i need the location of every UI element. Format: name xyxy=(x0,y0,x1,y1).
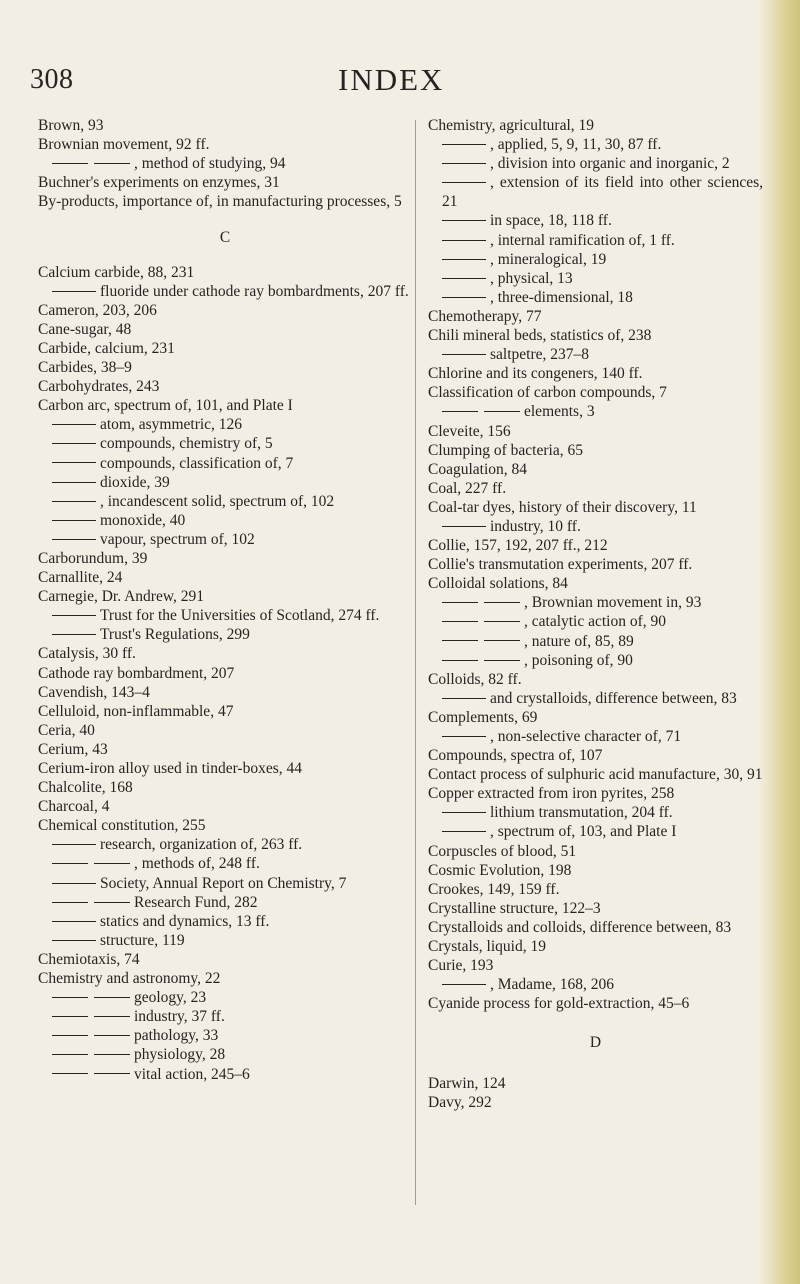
index-subentry xyxy=(38,1045,412,1064)
entry-text: research, organization of, 263 ff. xyxy=(100,836,303,854)
entry-text: Classification of carbon compounds, 7 xyxy=(428,384,667,402)
ditto-dash xyxy=(442,259,486,260)
ditto-dash xyxy=(52,997,88,998)
entry-text: , mineralogical, 19 xyxy=(490,250,607,268)
entry-text: compounds, chemistry of, 5 xyxy=(100,435,273,453)
entry-text: Cerium-iron alloy used in tinder-boxes, 44 xyxy=(38,760,302,777)
ditto-dash xyxy=(94,863,130,864)
index-entry xyxy=(428,994,763,1013)
entry-text: , internal ramification of, 1 ff. xyxy=(490,231,675,249)
column-rule xyxy=(415,120,416,1205)
entry-text: dioxide, 39 xyxy=(100,473,170,491)
ditto-dash xyxy=(442,163,486,164)
entry-text: Carbide, calcium, 231 xyxy=(38,339,175,357)
entry-text: , nature of, 85, 89 xyxy=(524,632,634,650)
index-entry xyxy=(428,861,763,880)
index-entry xyxy=(428,956,763,975)
ditto-dash xyxy=(52,462,96,463)
index-subentry xyxy=(428,269,763,288)
index-subentry xyxy=(428,154,763,173)
entry-text: in space, 18, 118 ff. xyxy=(490,212,612,230)
index-entry xyxy=(428,899,763,918)
entry-text: Colloidal solations, 84 xyxy=(428,575,568,593)
entry-text: Copper extracted from iron pyrites, 258 xyxy=(428,785,675,803)
index-entry xyxy=(38,173,412,192)
entry-text: Davy, 292 xyxy=(428,1093,492,1111)
ditto-dash xyxy=(52,1016,88,1017)
index-subentry xyxy=(428,822,763,841)
entry-text: , applied, 5, 9, 11, 30, 87 ff. xyxy=(490,136,662,154)
index-entry xyxy=(38,740,412,759)
entry-text: Chlorine and its congeners, 140 ff. xyxy=(428,365,643,383)
entry-text: Society, Annual Report on Chemistry, 7 xyxy=(100,874,347,892)
entry-text: lithium transmutation, 204 ff. xyxy=(490,804,673,822)
index-entry xyxy=(38,816,412,835)
ditto-dash xyxy=(94,1035,130,1036)
index-subentry xyxy=(38,530,412,549)
entry-text: Crystalline structure, 122–3 xyxy=(428,899,601,917)
ditto-dash xyxy=(94,902,130,903)
index-entry xyxy=(428,307,763,326)
entry-text: Compounds, spectra of, 107 xyxy=(428,747,603,765)
entry-text: Chemotherapy, 77 xyxy=(428,307,542,325)
entry-text: , Madame, 168, 206 xyxy=(490,976,614,994)
entry-text: Complements, 69 xyxy=(428,708,538,726)
entry-text: Coagulation, 84 xyxy=(428,460,528,478)
ditto-dash xyxy=(52,615,96,616)
ditto-dash xyxy=(52,443,96,444)
ditto-dash xyxy=(442,144,486,145)
entry-text: structure, 119 xyxy=(100,931,185,949)
entry-text: vapour, spectrum of, 102 xyxy=(100,530,255,548)
index-entry xyxy=(38,644,412,663)
entry-text: Corpuscles of blood, 51 xyxy=(428,842,577,860)
index-subentry xyxy=(38,874,412,893)
section-letter-text: C xyxy=(219,229,231,247)
index-subentry xyxy=(428,651,763,670)
ditto-dash xyxy=(52,539,96,540)
index-entry xyxy=(38,358,412,377)
entry-text: Carbides, 38–9 xyxy=(38,359,132,377)
index-entry xyxy=(38,778,412,797)
index-entry xyxy=(428,364,763,383)
index-entry xyxy=(38,683,412,702)
ditto-dash xyxy=(52,883,96,884)
index-subentry xyxy=(38,988,412,1007)
index-subentry xyxy=(38,1007,412,1026)
index-subentry xyxy=(38,1026,412,1045)
index-entry xyxy=(428,460,763,479)
entry-text: Crookes, 149, 159 ff. xyxy=(428,880,560,898)
entry-text: Darwin, 124 xyxy=(428,1074,506,1092)
index-entry xyxy=(428,326,763,345)
index-entry xyxy=(38,587,412,606)
entry-text: Cyanide process for gold-extraction, 45–6 xyxy=(428,995,690,1013)
entry-text: Ceria, 40 xyxy=(38,721,95,739)
index-subentry xyxy=(428,288,763,307)
entry-text: Carborundum, 39 xyxy=(38,549,148,567)
index-entry xyxy=(428,1093,763,1112)
entry-text: Crystals, liquid, 19 xyxy=(428,938,546,956)
entry-text: fluoride under cathode ray bombardments, 207 ff. xyxy=(100,282,409,300)
entry-text: industry, 10 ff. xyxy=(490,517,581,535)
ditto-dash xyxy=(484,660,520,661)
index-entry xyxy=(38,702,412,721)
index-entry xyxy=(38,377,412,396)
entry-text: Contact process of sulphuric acid manufacture, 30, 91 xyxy=(428,766,763,784)
index-subentry xyxy=(38,854,412,873)
entry-text: Collie's transmutation experiments, 207 ff. xyxy=(428,556,693,574)
entry-text: , spectrum of, 103, and Plate I xyxy=(490,823,677,841)
index-entry xyxy=(428,479,763,498)
ditto-dash xyxy=(442,736,486,737)
entry-text: vital action, 245–6 xyxy=(134,1065,250,1083)
index-subentry xyxy=(428,727,763,746)
index-subentry xyxy=(38,492,412,511)
index-entry xyxy=(428,441,763,460)
ditto-dash xyxy=(484,640,520,641)
entry-text: , three-dimensional, 18 xyxy=(490,288,633,306)
index-entry xyxy=(428,1074,763,1093)
entry-text: Chalcolite, 168 xyxy=(38,779,133,797)
entry-text: By-products, importance of, in manufacturing processes, 5 xyxy=(38,193,402,211)
index-entry xyxy=(38,135,412,154)
index-column-right xyxy=(428,116,763,1112)
ditto-dash xyxy=(442,220,486,221)
ditto-dash xyxy=(442,984,486,985)
entry-text: , catalytic action of, 90 xyxy=(524,613,667,631)
entry-text: Brown, 93 xyxy=(38,117,104,134)
index-entry xyxy=(428,422,763,441)
entry-text: , poisoning of, 90 xyxy=(524,651,633,669)
ditto-dash xyxy=(94,1054,130,1055)
ditto-dash xyxy=(442,278,486,279)
entry-text: Chemical constitution, 255 xyxy=(38,817,206,835)
index-subentry xyxy=(428,975,763,994)
index-entry xyxy=(428,937,763,956)
ditto-dash xyxy=(442,812,486,813)
index-entry xyxy=(428,536,763,555)
ditto-dash xyxy=(442,354,486,355)
index-subentry xyxy=(428,402,763,421)
index-entry xyxy=(38,116,412,135)
index-entry xyxy=(38,396,412,415)
entry-text: Cavendish, 143–4 xyxy=(38,683,150,701)
index-entry xyxy=(38,320,412,339)
index-column-left xyxy=(38,116,412,1084)
entry-text: Chili mineral beds, statistics of, 238 xyxy=(428,327,652,345)
ditto-dash xyxy=(442,698,486,699)
entry-text: Charcoal, 4 xyxy=(38,798,110,816)
entry-text: Cosmic Evolution, 198 xyxy=(428,861,572,879)
entry-text: Carbon arc, spectrum of, 101, and Plate I xyxy=(38,397,293,415)
index-entry xyxy=(38,339,412,358)
running-head: INDEX xyxy=(338,62,445,97)
entry-text: Celluloid, non-inflammable, 47 xyxy=(38,702,234,720)
index-subentry xyxy=(428,632,763,651)
ditto-dash xyxy=(52,1073,88,1074)
entry-text: , division into organic and inorganic, 2 xyxy=(490,155,730,173)
index-entry xyxy=(38,797,412,816)
index-entry xyxy=(38,568,412,587)
entry-text: geology, 23 xyxy=(134,989,207,1007)
entry-text: Cane-sugar, 48 xyxy=(38,320,132,338)
index-subentry xyxy=(38,434,412,453)
entry-text: Calcium carbide, 88, 231 xyxy=(38,263,195,281)
index-subentry xyxy=(428,135,763,154)
entry-text: statics and dynamics, 13 ff. xyxy=(100,912,270,930)
ditto-dash xyxy=(442,602,478,603)
entry-text: Catalysis, 30 ff. xyxy=(38,645,136,663)
ditto-dash xyxy=(442,411,478,412)
entry-text: Crystalloids and colloids, difference between, 83 xyxy=(428,918,732,936)
ditto-dash xyxy=(442,240,486,241)
index-subentry xyxy=(38,154,412,173)
index-entry xyxy=(38,664,412,683)
entry-text: physiology, 28 xyxy=(134,1046,226,1064)
index-entry xyxy=(38,301,412,320)
index-entry xyxy=(428,918,763,937)
index-entry xyxy=(38,950,412,969)
index-entry xyxy=(428,670,763,689)
ditto-dash xyxy=(52,844,96,845)
index-entry xyxy=(38,263,412,282)
index-entry xyxy=(428,116,763,135)
entry-text: Trust for the Universities of Scotland, 274 ff. xyxy=(100,607,380,625)
ditto-dash xyxy=(442,526,486,527)
entry-text: Cathode ray bombardment, 207 xyxy=(38,664,235,682)
entry-text: Cerium, 43 xyxy=(38,740,108,758)
index-entry xyxy=(38,192,412,211)
entry-text: Carnegie, Dr. Andrew, 291 xyxy=(38,588,205,606)
entry-text: Collie, 157, 192, 207 ff., 212 xyxy=(428,537,608,555)
entry-text: Chemistry, agricultural, 19 xyxy=(428,117,595,134)
index-entry xyxy=(428,765,763,784)
ditto-dash xyxy=(484,411,520,412)
ditto-dash xyxy=(52,1035,88,1036)
index-entry xyxy=(428,383,763,402)
index-subentry xyxy=(428,173,763,211)
index-subentry xyxy=(38,625,412,644)
entry-text: compounds, classification of, 7 xyxy=(100,454,294,472)
index-subentry xyxy=(38,511,412,530)
index-entry xyxy=(428,842,763,861)
entry-text: industry, 37 ff. xyxy=(134,1008,225,1026)
index-subentry xyxy=(428,250,763,269)
entry-text: monoxide, 40 xyxy=(100,511,186,529)
index-entry xyxy=(428,880,763,899)
index-subentry xyxy=(38,473,412,492)
index-entry xyxy=(38,721,412,740)
index-subentry xyxy=(428,612,763,631)
index-subentry xyxy=(38,454,412,473)
ditto-dash xyxy=(94,1073,130,1074)
entry-text: and crystalloids, difference between, 83 xyxy=(490,689,737,707)
entry-text: , method of studying, 94 xyxy=(134,155,286,173)
section-letter xyxy=(428,1033,763,1052)
entry-text: Research Fund, 282 xyxy=(134,893,258,911)
index-subentry xyxy=(428,803,763,822)
entry-text: , incandescent solid, spectrum of, 102 xyxy=(100,492,335,510)
entry-text: Curie, 193 xyxy=(428,957,494,975)
ditto-dash xyxy=(442,831,486,832)
ditto-dash xyxy=(52,424,96,425)
ditto-dash xyxy=(52,501,96,502)
ditto-dash xyxy=(442,640,478,641)
entry-text: Chemiotaxis, 74 xyxy=(38,950,140,968)
index-subentry xyxy=(428,689,763,708)
index-entry xyxy=(428,498,763,517)
section-letter xyxy=(38,228,412,247)
index-subentry xyxy=(38,931,412,950)
entry-text: atom, asymmetric, 126 xyxy=(100,416,243,434)
page-edge-discoloration xyxy=(758,0,800,1284)
index-subentry xyxy=(38,893,412,912)
ditto-dash xyxy=(52,863,88,864)
ditto-dash xyxy=(442,297,486,298)
index-subentry xyxy=(428,593,763,612)
entry-text: , extension of its field into other sciences, 21 xyxy=(442,174,763,211)
ditto-dash xyxy=(52,291,96,292)
index-subentry xyxy=(38,606,412,625)
index-entry xyxy=(428,574,763,593)
ditto-dash xyxy=(52,482,96,483)
index-entry xyxy=(428,746,763,765)
ditto-dash xyxy=(442,621,478,622)
entry-text: , non-selective character of, 71 xyxy=(490,728,682,745)
ditto-dash xyxy=(484,621,520,622)
ditto-dash xyxy=(484,602,520,603)
index-subentry xyxy=(428,231,763,250)
entry-text: elements, 3 xyxy=(524,403,595,421)
entry-text: pathology, 33 xyxy=(134,1027,219,1045)
ditto-dash xyxy=(52,921,96,922)
ditto-dash xyxy=(442,660,478,661)
entry-text: , Brownian movement in, 93 xyxy=(524,594,702,612)
index-subentry xyxy=(38,1065,412,1084)
index-entry xyxy=(38,759,412,778)
entry-text: Carbohydrates, 243 xyxy=(38,378,160,396)
ditto-dash xyxy=(52,902,88,903)
entry-text: Buchner's experiments on enzymes, 31 xyxy=(38,174,280,192)
entry-text: Coal, 227 ff. xyxy=(428,479,507,497)
index-subentry xyxy=(428,517,763,536)
entry-text: Cleveite, 156 xyxy=(428,422,511,440)
entry-text: , methods of, 248 ff. xyxy=(134,855,260,873)
ditto-dash xyxy=(52,634,96,635)
entry-text: Trust's Regulations, 299 xyxy=(100,626,250,644)
index-subentry xyxy=(38,282,412,301)
index-subentry xyxy=(38,835,412,854)
section-letter-text: D xyxy=(589,1034,602,1052)
index-subentry xyxy=(38,912,412,931)
ditto-dash xyxy=(94,1016,130,1017)
page-number: 308 xyxy=(30,64,74,95)
entry-text: Cameron, 203, 206 xyxy=(38,301,157,319)
index-subentry xyxy=(38,415,412,434)
ditto-dash xyxy=(52,1054,88,1055)
ditto-dash xyxy=(94,997,130,998)
entry-text: Colloids, 82 ff. xyxy=(428,670,522,688)
index-subentry xyxy=(428,211,763,230)
ditto-dash xyxy=(52,520,96,521)
index-entry xyxy=(428,708,763,727)
entry-text: , physical, 13 xyxy=(490,269,573,287)
entry-text: Coal-tar dyes, history of their discovery, 11 xyxy=(428,498,697,516)
entry-text: Chemistry and astronomy, 22 xyxy=(38,970,221,988)
entry-text: saltpetre, 237–8 xyxy=(490,346,590,364)
entry-text: Brownian movement, 92 ff. xyxy=(38,136,210,154)
index-subentry xyxy=(428,345,763,364)
index-entry xyxy=(428,784,763,803)
index-entry xyxy=(428,555,763,574)
entry-text: Clumping of bacteria, 65 xyxy=(428,441,583,459)
index-entry xyxy=(38,549,412,568)
ditto-dash xyxy=(52,940,96,941)
index-entry xyxy=(38,969,412,988)
ditto-dash xyxy=(442,182,486,183)
ditto-dash xyxy=(52,163,88,164)
ditto-dash xyxy=(94,163,130,164)
entry-text: Carnallite, 24 xyxy=(38,569,123,587)
